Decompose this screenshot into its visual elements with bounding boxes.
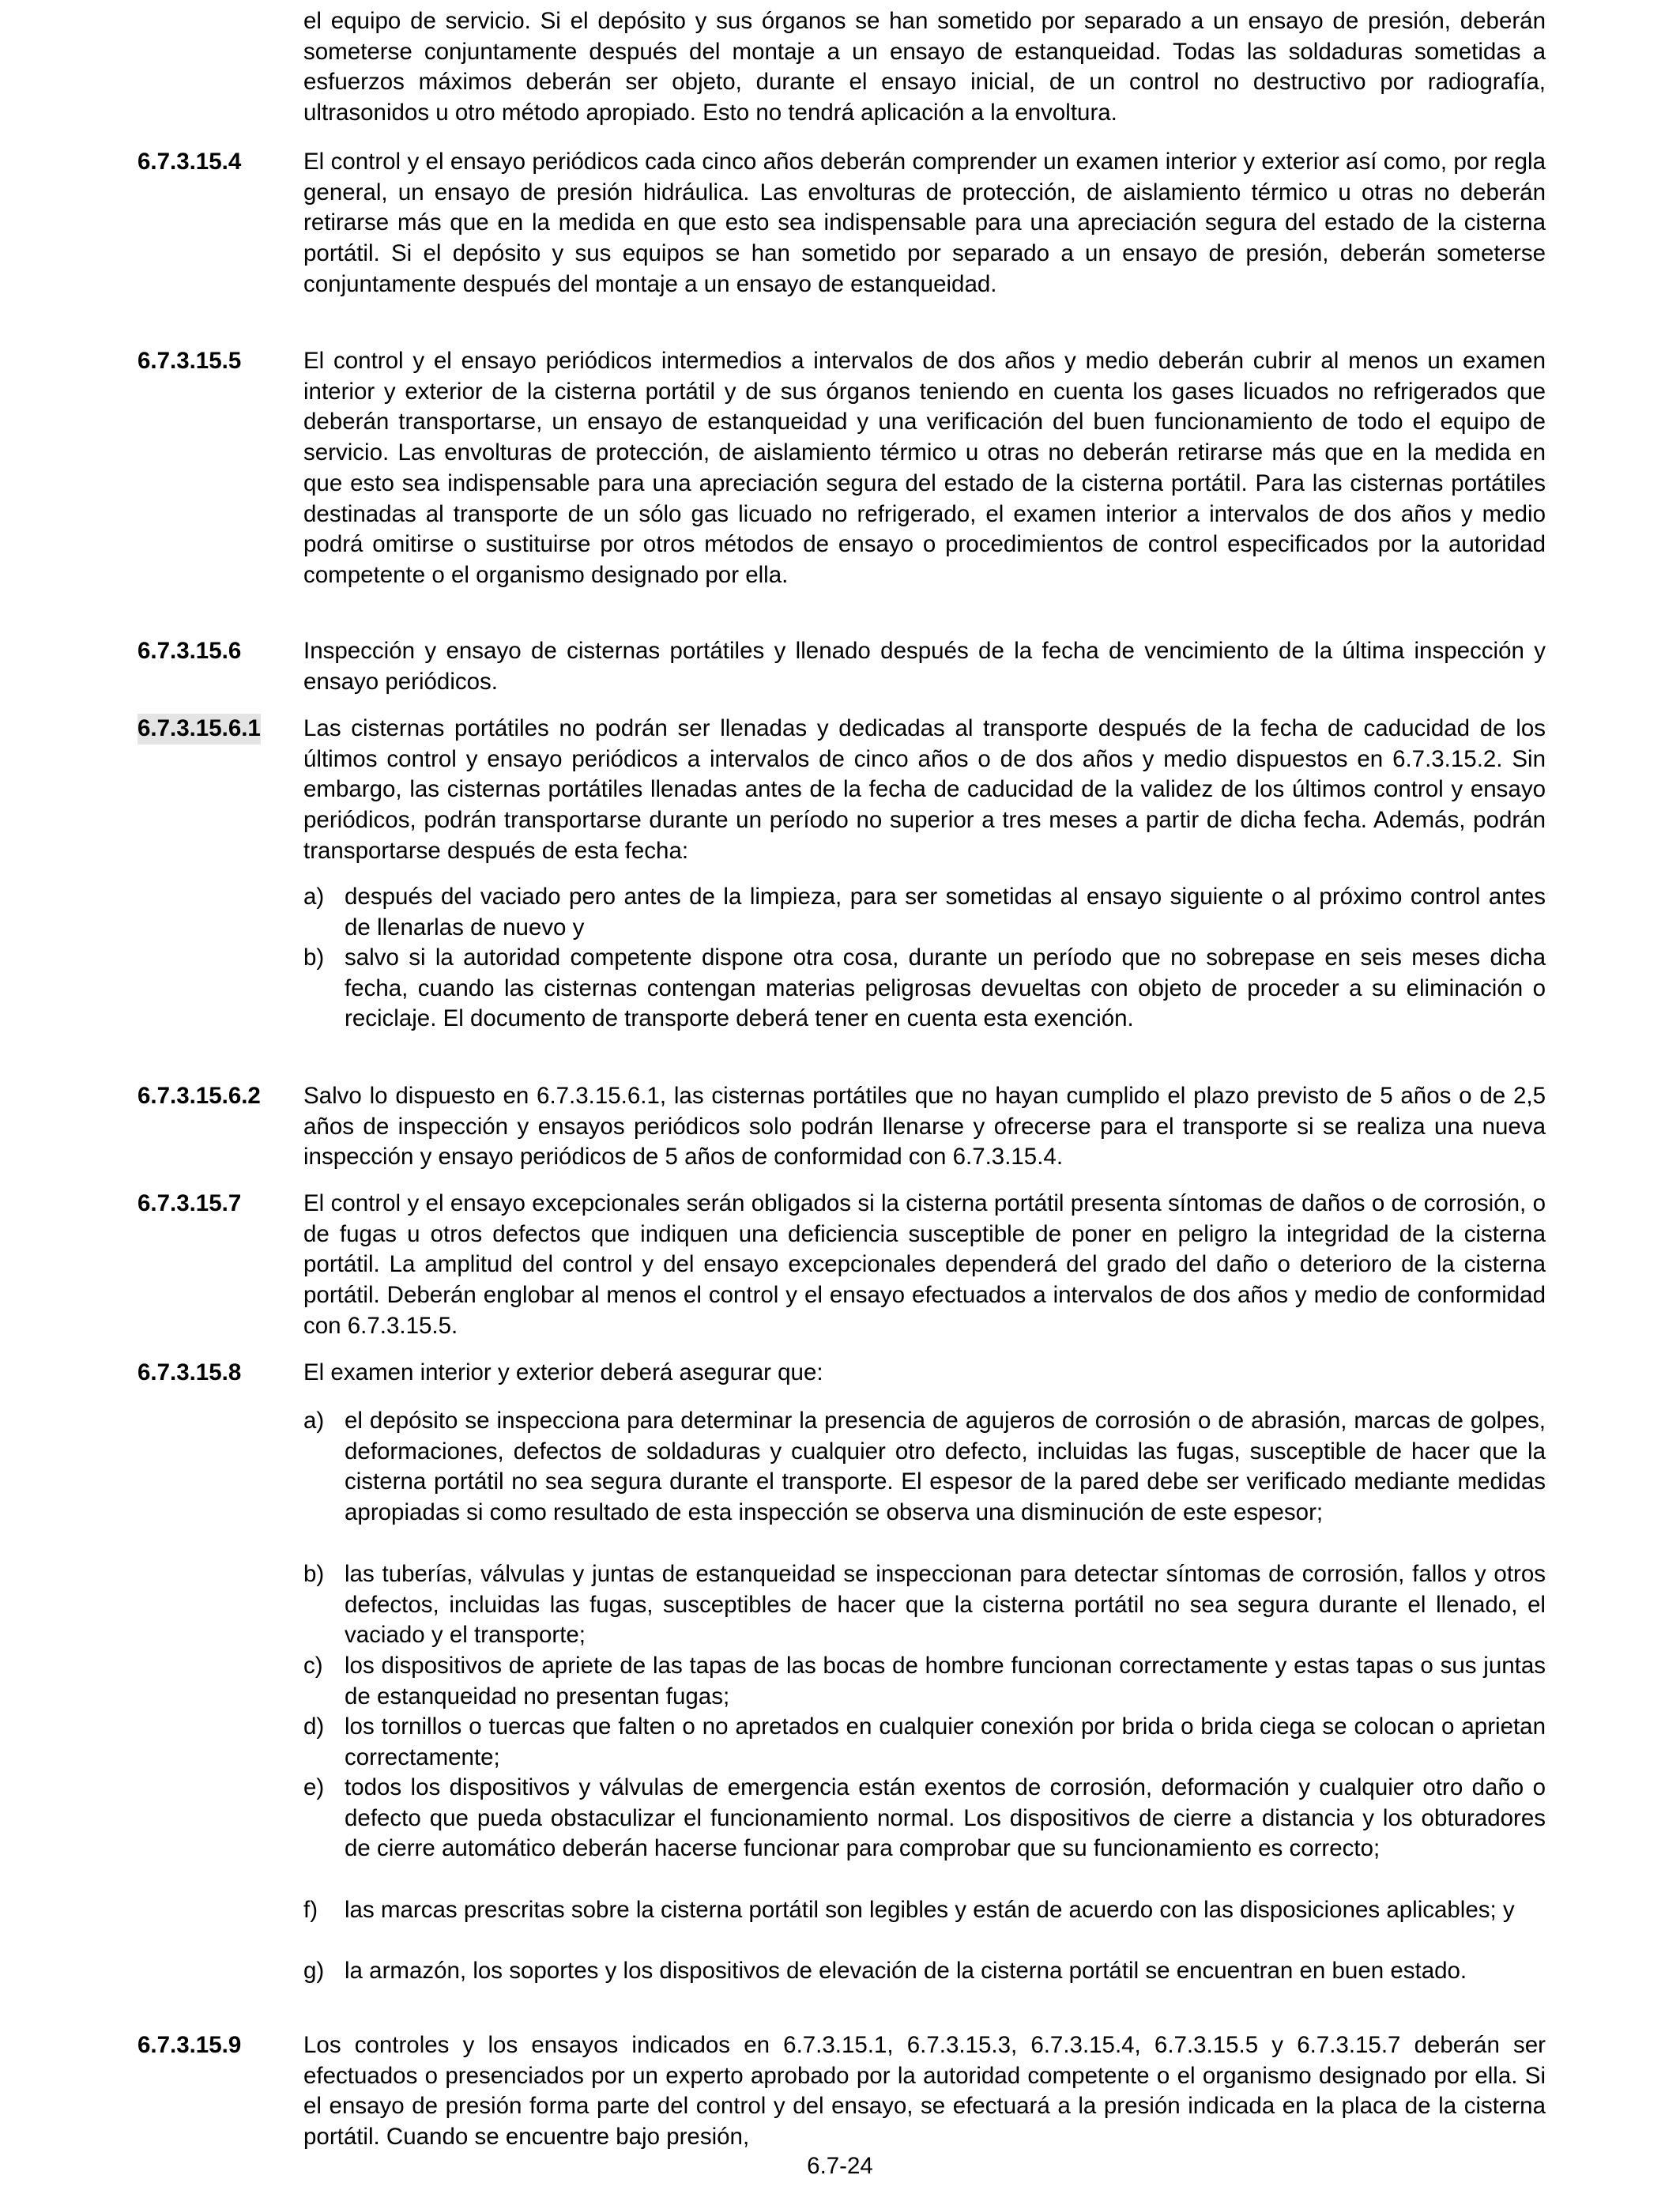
section-number: 6.7.3.15.9 (137, 2032, 242, 2058)
section-text: El examen interior y exterior deberá asegurar que: (303, 1359, 823, 1385)
list-item-text: las tuberías, válvulas y juntas de estanqueidad se inspeccionan para detectar síntomas de corrosión, fallos y otros defectos, incluidas las fugas, susceptibles de hacer que la cisterna portátil no sea segura durante el llenado, el vaciado y el transporte; (345, 1561, 1546, 1649)
list-item-label: d) (303, 1713, 325, 1740)
list-item-text: los tornillos o tuercas que falten o no apretados en cualquier conexión por brida o brida ciega se colocan o aprietan correctamente; (345, 1713, 1546, 1770)
list-item-label: f) (303, 1897, 318, 1923)
list-item-text: el depósito se inspecciona para determinar la presencia de agujeros de corrosión o de abrasión, marcas de golpes, deformaciones, defectos de soldaduras y cualquier otro defecto, incluidas las fugas, susceptible de hacer que la cisterna portátil no sea segura durante el transporte. El espesor de la pared debe ser verificado mediante medidas apropiadas si como resultado de esta inspección se observa una disminución de este espesor; (345, 1408, 1546, 1526)
list-item-text: la armazón, los soportes y los dispositivos de elevación de la cisterna portátil se encuentran en buen estado. (345, 1958, 1467, 1984)
section-text: Inspección y ensayo de cisternas portátiles y llenado después de la fecha de vencimiento de la última inspección y ensayo periódicos. (303, 638, 1546, 695)
list-item-label: a) (303, 884, 325, 910)
section-number: 6.7.3.15.6 (137, 638, 242, 664)
list-item-label: b) (303, 1561, 325, 1587)
page-number: 6.7-24 (807, 2153, 873, 2179)
list-item-label: c) (303, 1653, 323, 1679)
section-number: 6.7.3.15.4 (137, 149, 242, 175)
list-item-label: b) (303, 944, 325, 971)
list-item-text: las marcas prescritas sobre la cisterna portátil son legibles y están de acuerdo con las disposiciones aplicables; y (345, 1897, 1515, 1923)
list-item-text: después del vaciado pero antes de la limpieza, para ser sometidas al ensayo siguiente o al próximo control antes de llenarlas de nuevo y (345, 884, 1546, 941)
section-text: Los controles y los ensayos indicados en 6.7.3.15.1, 6.7.3.15.3, 6.7.3.15.4, 6.7.3.15.5 y 6.7.3.15.7 deberán ser efectuados o presenciados por un experto aprobado por la autoridad competente o el organismo designado por ella. Si el ensayo de presión forma parte del control y del ensayo, se efectuará a la presión indicada en la placa de la cisterna portátil. Cuando se encuentre bajo presión, (303, 2032, 1546, 2151)
section-number: 6.7.3.15.8 (137, 1359, 242, 1385)
list-item-text: los dispositivos de apriete de las tapas de las bocas de hombre funcionan correctamente y estas tapas o sus juntas de estanqueidad no presentan fugas; (345, 1653, 1546, 1710)
section-number: 6.7.3.15.5 (137, 348, 242, 374)
section-text: Las cisternas portátiles no podrán ser llenadas y dedicadas al transporte después de la fecha de caducidad de los últimos control y ensayo periódicos a intervalos de cinco años o de dos años y medio dispuestos en 6.7.3.15.2. Sin embargo, las cisternas portátiles llenadas antes de la fecha de caducidad de la validez de los últimos control y ensayo periódicos, podrán transportarse durante un período no superior a tres meses a partir de dicha fecha. Además, podrán transportarse después de esta fecha: (303, 715, 1546, 864)
list-item-label: g) (303, 1958, 325, 1984)
intro-paragraph: el equipo de servicio. Si el depósito y sus órganos se han sometido por separado a un ensayo de presión, deberán someterse conjuntamente después del montaje a un ensayo de estanqueidad. Todas las soldaduras sometidas a esfuerzos máximos deberán ser objeto, durante el ensayo inicial, de un control no destructivo por radiografía, ultrasonidos u otro método apropiado. Esto no tendrá aplicación a la envoltura. (303, 8, 1546, 126)
list-item-label: a) (303, 1408, 325, 1434)
section-text: Salvo lo dispuesto en 6.7.3.15.6.1, las cisternas portátiles que no hayan cumplido el plazo previsto de 5 años o de 2,5 años de inspección y ensayos periódicos solo podrán llenarse y ofrecerse para el transporte si se realiza una nueva inspección y ensayo periódicos de 5 años de conformidad con 6.7.3.15.4. (303, 1083, 1546, 1171)
section-number: 6.7.3.15.6.2 (137, 1083, 261, 1109)
list-item-text: salvo si la autoridad competente dispone otra cosa, durante un período que no sobrepase en seis meses dicha fecha, cuando las cisternas contengan materias peligrosas devueltas con objeto de proceder a su eliminación o reciclaje. El documento de transporte deberá tener en cuenta esta exención. (345, 944, 1546, 1032)
section-number: 6.7.3.15.7 (137, 1190, 242, 1216)
section-number: 6.7.3.15.6.1 (137, 714, 261, 745)
section-text: El control y el ensayo excepcionales serán obligados si la cisterna portátil presenta síntomas de daños o de corrosión, o de fugas u otros defectos que indiquen una deficiencia susceptible de poner en peligro la integridad de la cisterna portátil. La amplitud del control y del ensayo excepcionales dependerá del grado del daño o deterioro de la cisterna portátil. Deberán englobar al menos el control y el ensayo efectuados a intervalos de dos años y medio de conformidad con 6.7.3.15.5. (303, 1190, 1546, 1339)
list-item-text: todos los dispositivos y válvulas de emergencia están exentos de corrosión, deformación y cualquier otro daño o defecto que pueda obstaculizar el funcionamiento normal. Los dispositivos de cierre a distancia y los obturadores de cierre automático deberán hacerse funcionar para comprobar que su funcionamiento es correcto; (345, 1774, 1546, 1862)
list-item-label: e) (303, 1774, 325, 1800)
section-text: El control y el ensayo periódicos intermedios a intervalos de dos años y medio deberán cubrir al menos un examen interior y exterior de la cisterna portátil y de sus órganos teniendo en cuenta los gases licuados no refrigerados que deberán transportarse, un ensayo de estanqueidad y una verificación del buen funcionamiento de todo el equipo de servicio. Las envolturas de protección, de aislamiento térmico u otras no deberán retirarse más que en la medida en que esto sea indispensable para una apreciación segura del estado de la cisterna portátil. Para las cisternas portátiles destinadas al transporte de un sólo gas licuado no refrigerado, el examen interior a intervalos de dos años y medio podrá omitirse o sustituirse por otros métodos de ensayo o procedimientos de control especificados por la autoridad competente o el organismo designado por ella. (303, 348, 1546, 588)
section-text: El control y el ensayo periódicos cada cinco años deberán comprender un examen interior y exterior así como, por regla general, un ensayo de presión hidráulica. Las envolturas de protección, de aislamiento térmico u otras no deberán retirarse más que en la medida en que esto sea indispensable para una apreciación segura del estado de la cisterna portátil. Si el depósito y sus equipos se han sometido por separado a un ensayo de presión, deberán someterse conjuntamente después del montaje a un ensayo de estanqueidad. (303, 149, 1546, 297)
